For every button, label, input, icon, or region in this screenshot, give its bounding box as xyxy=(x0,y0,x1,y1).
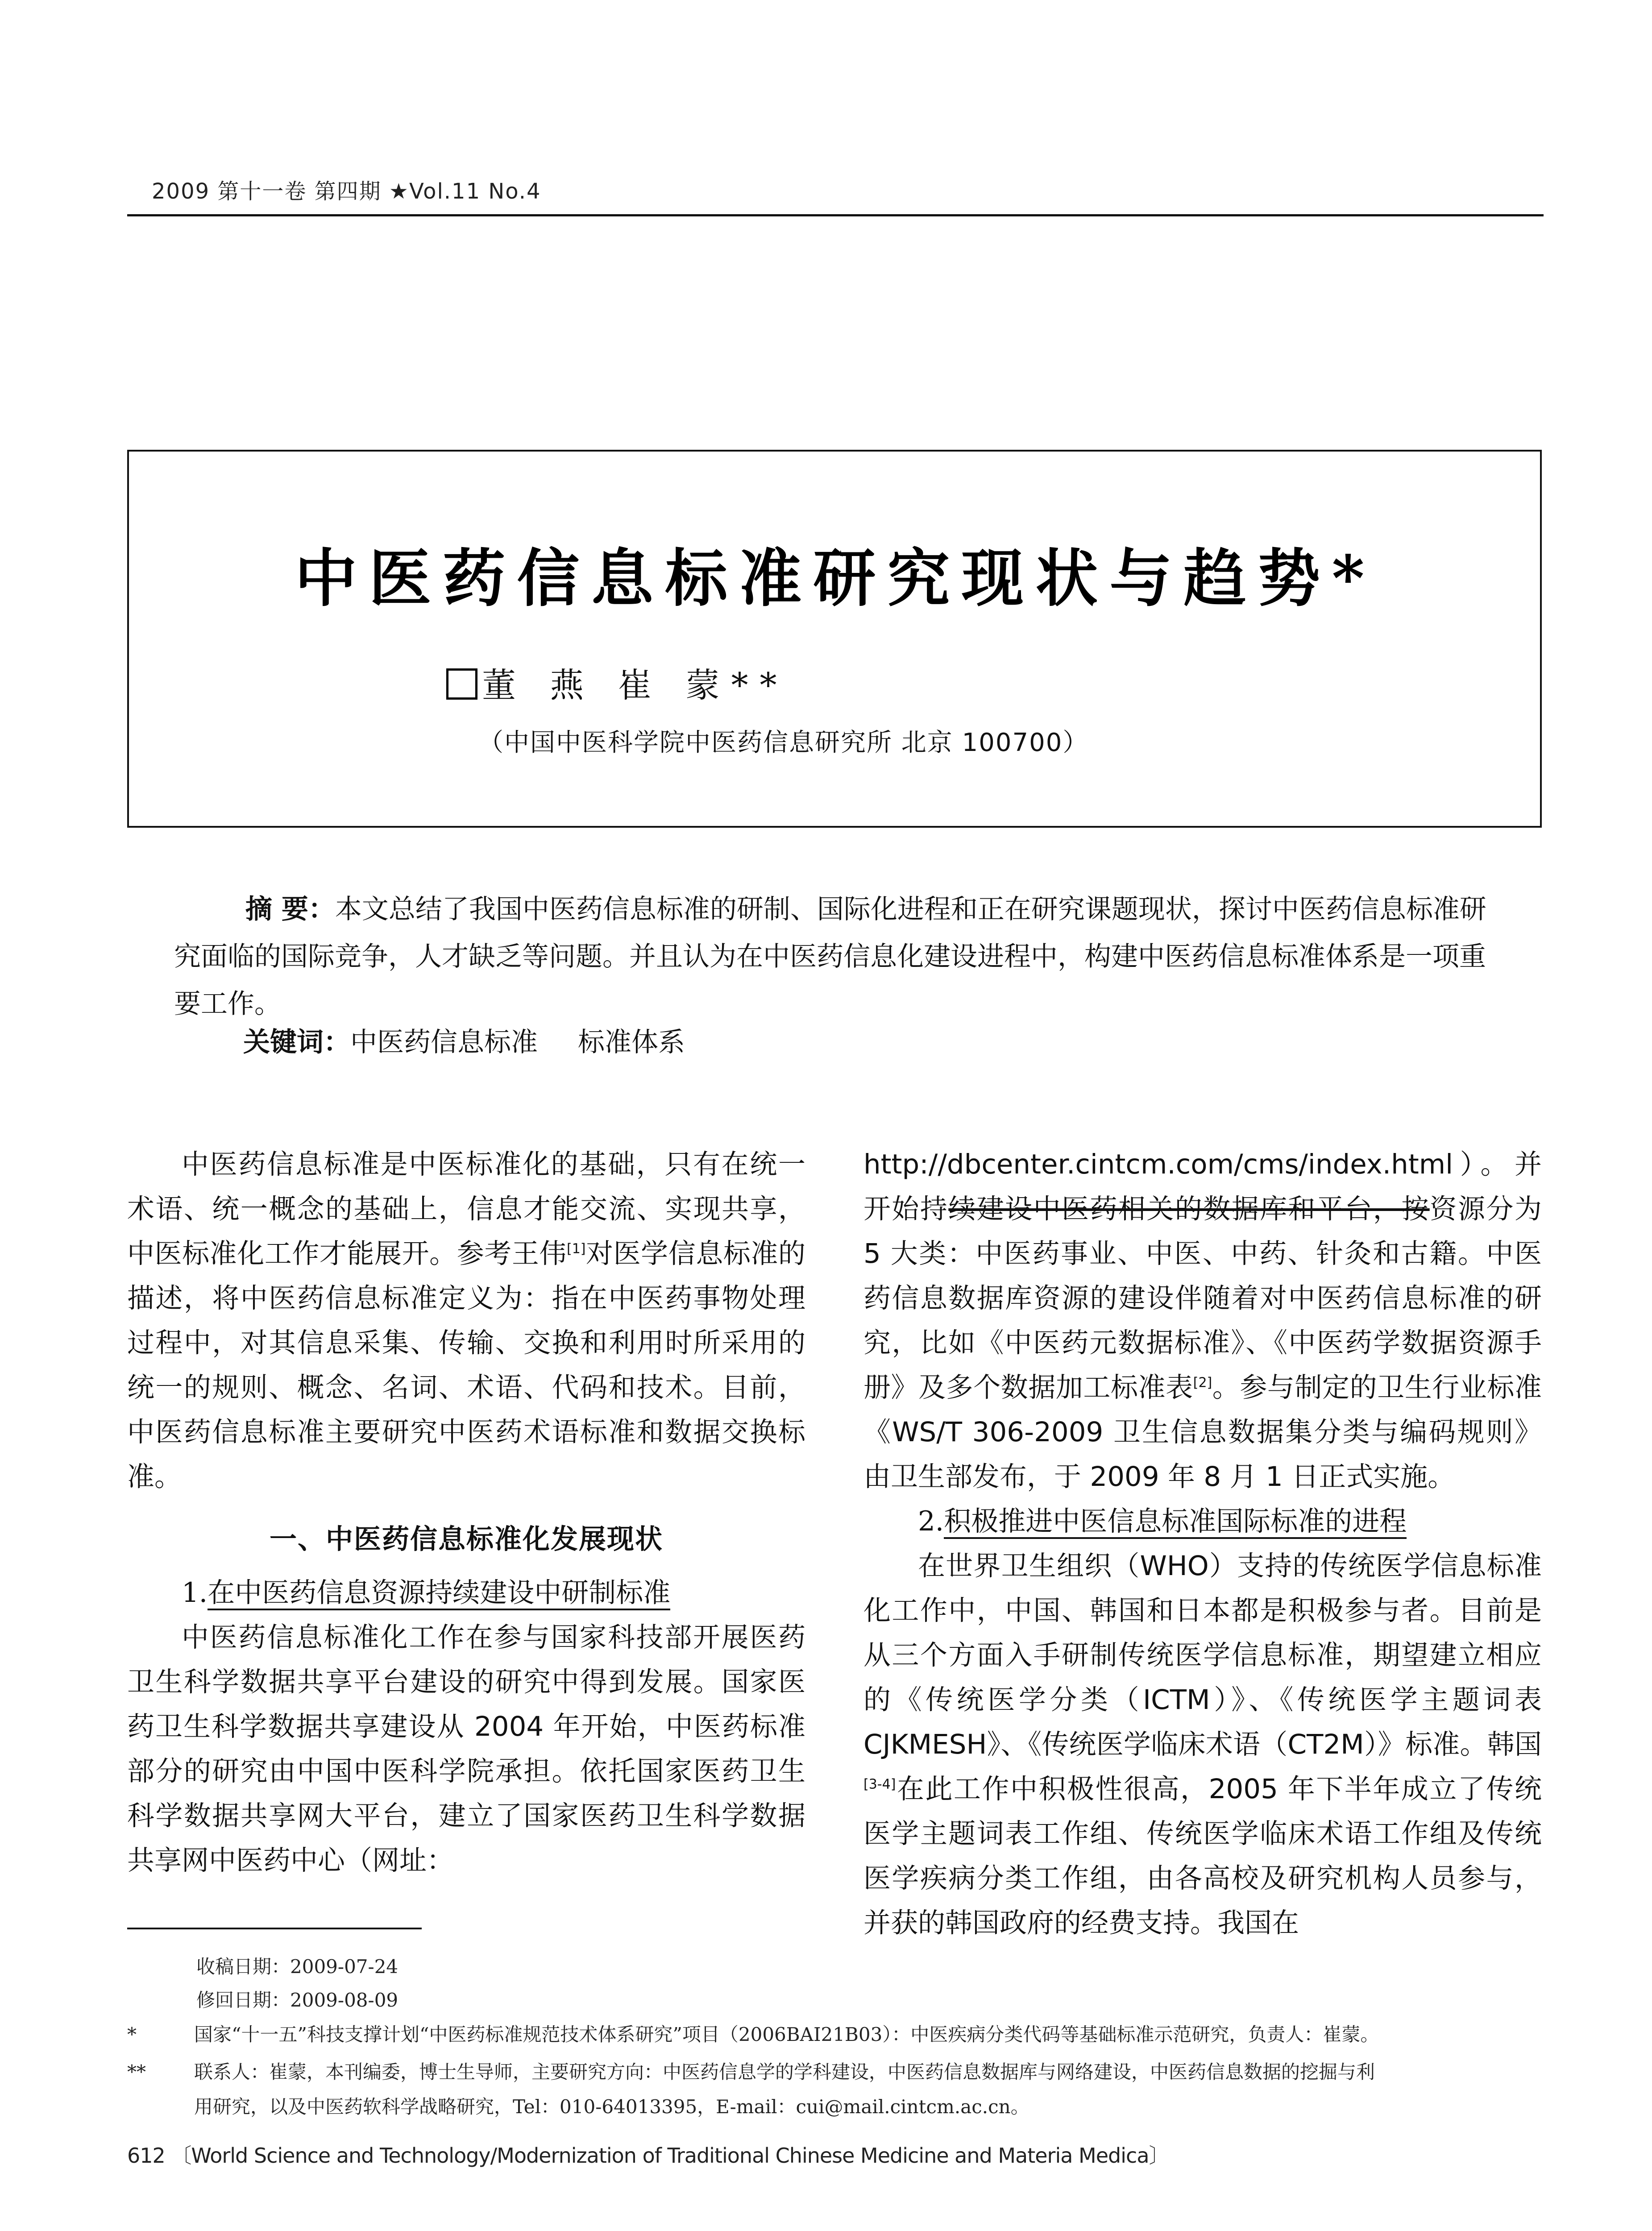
section-heading: 一、中医药信息标准化发展现状 xyxy=(269,1523,663,1555)
abstract xyxy=(174,886,1495,1028)
revised-date: 修回日期：2009-08-09 xyxy=(196,1989,398,2011)
title-box xyxy=(127,450,1542,828)
abstract-label: 摘 要： xyxy=(245,894,335,925)
citation-ref[interactable]: [3-4] xyxy=(863,1776,896,1792)
citation-ref[interactable]: [1] xyxy=(566,1241,586,1257)
paragraph: 中医药信息标准是中医标准化的基础，只有在统一术语、统一概念的基础上，信息才能交流、实现共享，中医标准化工作才能展开。参考王伟[1]对医学信息标准的描述，将中医药信息标准定义为：指在中医药事物处理过程中，对其信息采集、传输、交换和利用时所采用的统一的规则、概念、名词、术语、代码和技术。目前，中医药信息标准主要研究中医药术语标准和数据交换标准。 xyxy=(127,1149,805,1493)
keywords xyxy=(243,1021,685,1059)
subsection-heading: 2.积极推进中医信息标准国际标准的进程 xyxy=(863,1499,1542,1544)
funding-footnote: * 国家“十一五”科技支撑计划“中医药标准规范技术体系研究”项目（2006BAI21B03）：中医疾病分类代码等基础标准示范研究，负责人：崔蒙。 xyxy=(127,2024,1379,2045)
journal-header: 2009 第十一卷 第四期 ★Vol.11 No.4 xyxy=(152,179,541,204)
affiliation: （中国中医科学院中医药信息研究所 北京 100700） xyxy=(478,728,1089,757)
keyword-1: 中医药信息标准 xyxy=(350,1027,538,1058)
paragraph: http://dbcenter.cintcm.com/cms/index.html）。并开始持续建设中医药相关的数据库和平台，按资源分为 5 大类：中医药事业、中医、中药、针灸和古籍。中医药信息数据库资源的建设伴随着对中医药信息标准的研究，比如《中医药元数据标准》、《中医药学数据资源手册》及多个数据加工标准表[2]。参与制定的卫生行业标准《WS/T 306-2009 卫生信息数据集分类与编码规则》由卫生部发布，于 2009 年 8 月 1 日正式实施。 xyxy=(863,1149,1542,1493)
body-column-left xyxy=(127,1142,805,1883)
struck-text: 续建设中医药相关的数据库和平台，按 xyxy=(948,1193,1430,1225)
subsection-heading: 1.在中医药信息资源持续建设中研制标准 xyxy=(127,1571,805,1615)
keyword-2: 标准体系 xyxy=(578,1027,685,1058)
paragraph: 在世界卫生组织（WHO）支持的传统医学信息标准化工作中，中国、韩国和日本都是积极参与者。目前是从三个方面入手研制传统医学信息标准，期望建立相应的《传统医学分类（ICTM）》、《传统医学主题词表 CJKMESH》、《传统医学临床术语（CT2M）》标准。韩国[3-4]在此工作中积极性很高，2005 年下半年成立了传统医学主题词表工作组、传统医学临床术语工作组及传统医学疾病分类工作组，由各高校及研究机构人员参与，并获的韩国政府的经费支持。我国在 xyxy=(863,1550,1542,1939)
contact-footnote: ** 联系人：崔蒙，本刊编委，博士生导师，主要研究方向：中医药信息学的学科建设，中医药信息数据库与网络建设，中医药信息数据的挖掘与利 用研究，以及中医药软科学战略研究，Tel：010-64013395，E-mail：cui@mail.cintcm.ac.cn。 xyxy=(127,2061,1375,2118)
paper-title: 中医药信息标准研究现状与趋势* xyxy=(295,542,1376,615)
citation-ref[interactable]: [2] xyxy=(1193,1375,1212,1391)
body-column-right xyxy=(863,1142,1542,1945)
keywords-label: 关键词： xyxy=(243,1027,350,1058)
authors: 董 燕 崔 蒙** xyxy=(482,665,789,705)
paragraph: 中医药信息标准化工作在参与国家科技部开展医药卫生科学数据共享平台建设的研究中得到发展。国家医药卫生科学数据共享建设从 2004 年开始，中医药标准部分的研究由中国中医科学院承担。依托国家医药卫生科学数据共享网大平台，建立了国家医药卫生科学数据共享网中医药中心（网址： xyxy=(127,1621,805,1876)
footnote-rule xyxy=(127,1928,422,1929)
square-bullet-icon xyxy=(446,668,477,700)
received-date: 收稿日期：2009-07-24 xyxy=(196,1956,398,1978)
page-footer: 612 〔World Science and Technology/Modernization of Traditional Chinese Medicine and Materia Medica〕 xyxy=(127,2144,1169,2168)
abstract-text: 本文总结了我国中医药信息标准的研制、国际化进程和正在研究课题现状，探讨中医药信息标准研究面临的国际竞争，人才缺乏等问题。并且认为在中医药信息化建设进程中，构建中医药信息标准体系是一项重要工作。 xyxy=(174,894,1486,1020)
header-rule xyxy=(127,214,1544,216)
authors-line xyxy=(446,658,788,707)
url-text: http://dbcenter.cintcm.com/cms/index.html）。并开始持 xyxy=(863,1149,1542,1225)
